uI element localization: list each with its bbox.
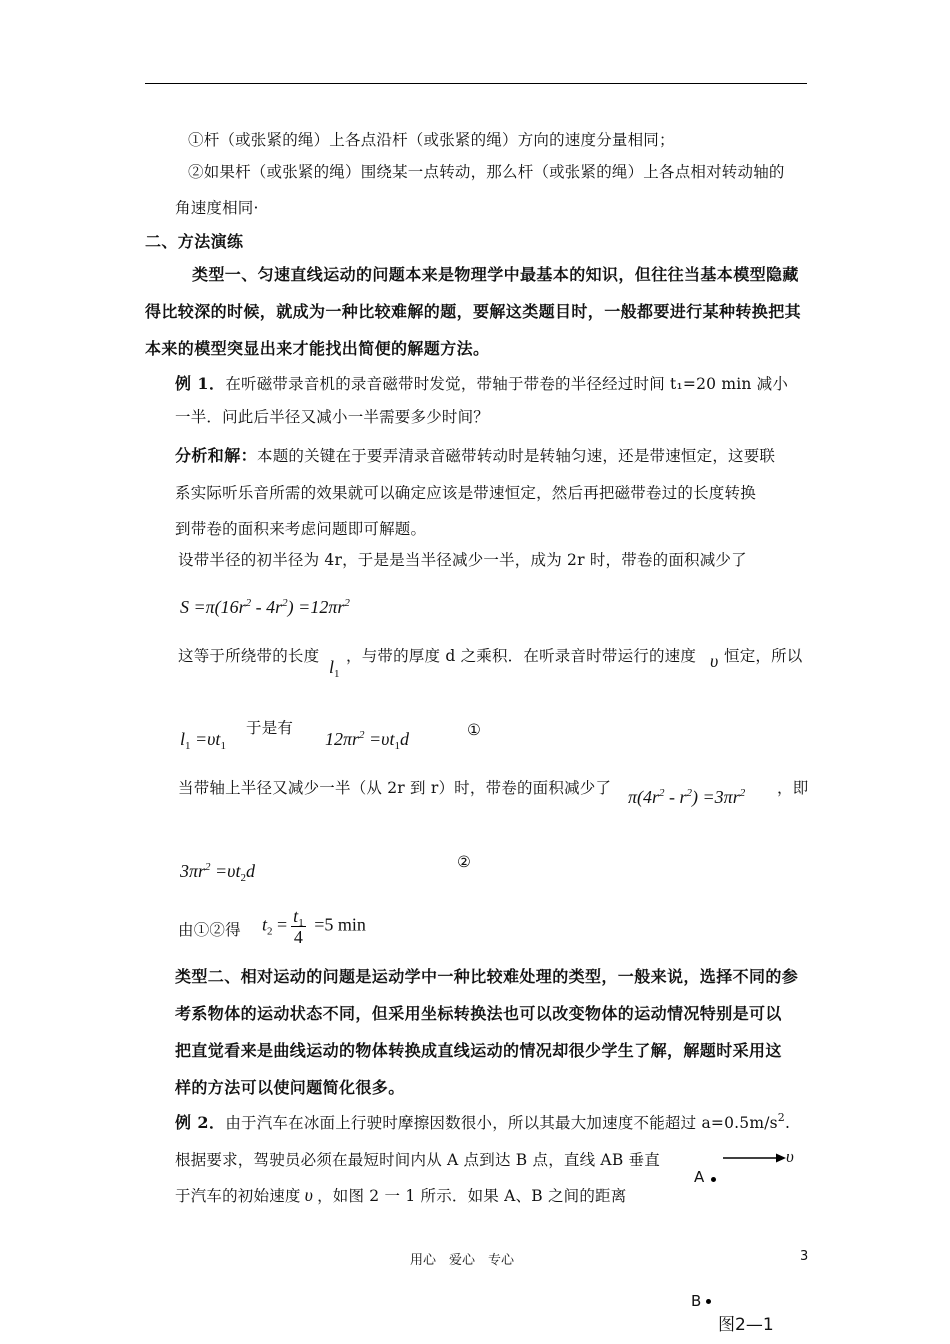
equation2-number: ② (457, 853, 472, 871)
type2-line1: 类型二、相对运动的问题是运动学中一种比较难处理的类型，一般来说，选择不同的参 (175, 967, 799, 986)
example2-label: 例 2． (175, 1113, 226, 1132)
item-2-cont: 角速度相同· (175, 199, 259, 217)
velocity-arrow (722, 1150, 788, 1166)
footer-motto: 用心 爱心 专心 (410, 1253, 515, 1268)
l1-symbol: $l_1$ (329, 657, 340, 680)
header-rule (145, 83, 807, 84)
figure-caption: 图2—1 (718, 1315, 774, 1335)
analysis-line1 (175, 446, 775, 466)
v0-symbol: υ (304, 1185, 314, 1205)
analysis-line3: 到带卷的面积来考虑问题即可解题。 (175, 520, 427, 538)
section-heading: 二、方法演练 (145, 232, 244, 251)
example1-text1: 在听磁带录音机的录音磁带时发觉，带轴于带卷的半径经过时间 t₁=20 min 减小 (225, 375, 789, 393)
example2-line1: 例 2．由于汽车在冰面上行驶时摩擦因数很小，所以其最大加速度不能超过 $a=0.5m/s^2$. (175, 1111, 791, 1132)
point-b-label: B (691, 1292, 702, 1310)
example1-line1 (175, 374, 788, 394)
second-half-line: 当带轴上半径又减少一半（从 2r 到 r）时，带卷的面积减少了 (178, 779, 612, 797)
point-a-dot (711, 1177, 716, 1182)
area-equation: $S =\pi(16r^2 - 4r^2) =12\pi r^2$ (180, 597, 350, 617)
length-line-c: 恒定，所以 (724, 647, 803, 665)
area-reduction-expr: $\pi(4r^2 - r^2) =3\pi r^2$ (628, 787, 746, 807)
setup-line: 设带半径的初半径为 4r，于是是当半径减少一半，成为 2r 时，带卷的面积减少了 (178, 551, 747, 569)
equation1-number: ① (467, 721, 482, 739)
second-half-suffix: ，即 (777, 779, 809, 797)
fraction: $\frac{t_1}{4}$ (293, 906, 304, 947)
point-b-dot (706, 1299, 711, 1304)
analysis-line2: 系实际听乐音所需的效果就可以确定应该是带速恒定，然后再把磁带卷过的长度转换 (175, 484, 756, 502)
result-equation: $t_2$ = $\frac{t_1}{4}$ =5 min (262, 906, 366, 947)
analysis-label: 分析和解： (175, 446, 258, 465)
velocity-label: υ (786, 1147, 794, 1166)
example2-line3: 于汽车的初始速度 υ ，如图 2 一 1 所示．如果 A、B 之间的距离 (175, 1185, 627, 1205)
v-symbol: υ (710, 651, 719, 671)
type1-line2: 得比较深的时候，就成为一种比较难解的题，要解这类题目时，一般都要进行某种转换把其 (145, 302, 802, 321)
item-2: ②如果杆（或张紧的绳）围绕某一点转动，那么杆（或张紧的绳）上各点相对转动轴的 (188, 163, 785, 181)
type1-line3: 本来的模型突显出来才能找出简便的解题方法。 (145, 339, 490, 358)
equation1-left: $l_1 =\upsilon t_1$ (180, 729, 226, 752)
therefore-text: 于是有 (246, 719, 294, 737)
result-prefix: 由①②得 (178, 921, 241, 939)
example2-line2: 根据要求，驾驶员必须在最短时间内从 A 点到达 B 点，直线 AB 垂直 (175, 1151, 660, 1169)
example2-text1: 由于汽车在冰面上行驶时摩擦因数很小，所以其最大加速度不能超过 a=0.5m/s (225, 1114, 778, 1132)
item-1: ①杆（或张紧的绳）上各点沿杆（或张紧的绳）方向的速度分量相同； (188, 131, 675, 149)
example1-line2: 一半．问此后半径又减小一半需要多少时间？ (175, 408, 490, 426)
type2-line2: 考系物体的运动状态不同，但采用坐标转换法也可以改变物体的运动情况特别是可以 (175, 1004, 782, 1023)
point-a-label: A (694, 1168, 705, 1186)
page-number: 3 (800, 1249, 809, 1264)
length-line-b: ，与带的厚度 d 之乘积．在听录音时带运行的速度 (346, 647, 697, 665)
length-line-a: 这等于所绕带的长度 (178, 647, 320, 665)
type2-line3: 把直觉看来是曲线运动的物体转换成直线运动的情况却很少学生了解，解题时采用这 (175, 1041, 782, 1060)
equation2: $3\pi r^2 =\upsilon t_2d$ (180, 861, 255, 884)
equation1-right: $12\pi r^2 =\upsilon t_1d$ (325, 729, 409, 752)
analysis-text1: 本题的关键在于要弄清录音磁带转动时是转轴匀速，还是带速恒定，这要联 (257, 447, 776, 465)
type2-line4: 样的方法可以使问题简化很多。 (175, 1078, 405, 1097)
example1-label: 例 1． (175, 374, 226, 393)
type1-line1: 类型一、匀速直线运动的问题本来是物理学中最基本的知识，但往往当基本模型隐藏 (192, 265, 799, 284)
